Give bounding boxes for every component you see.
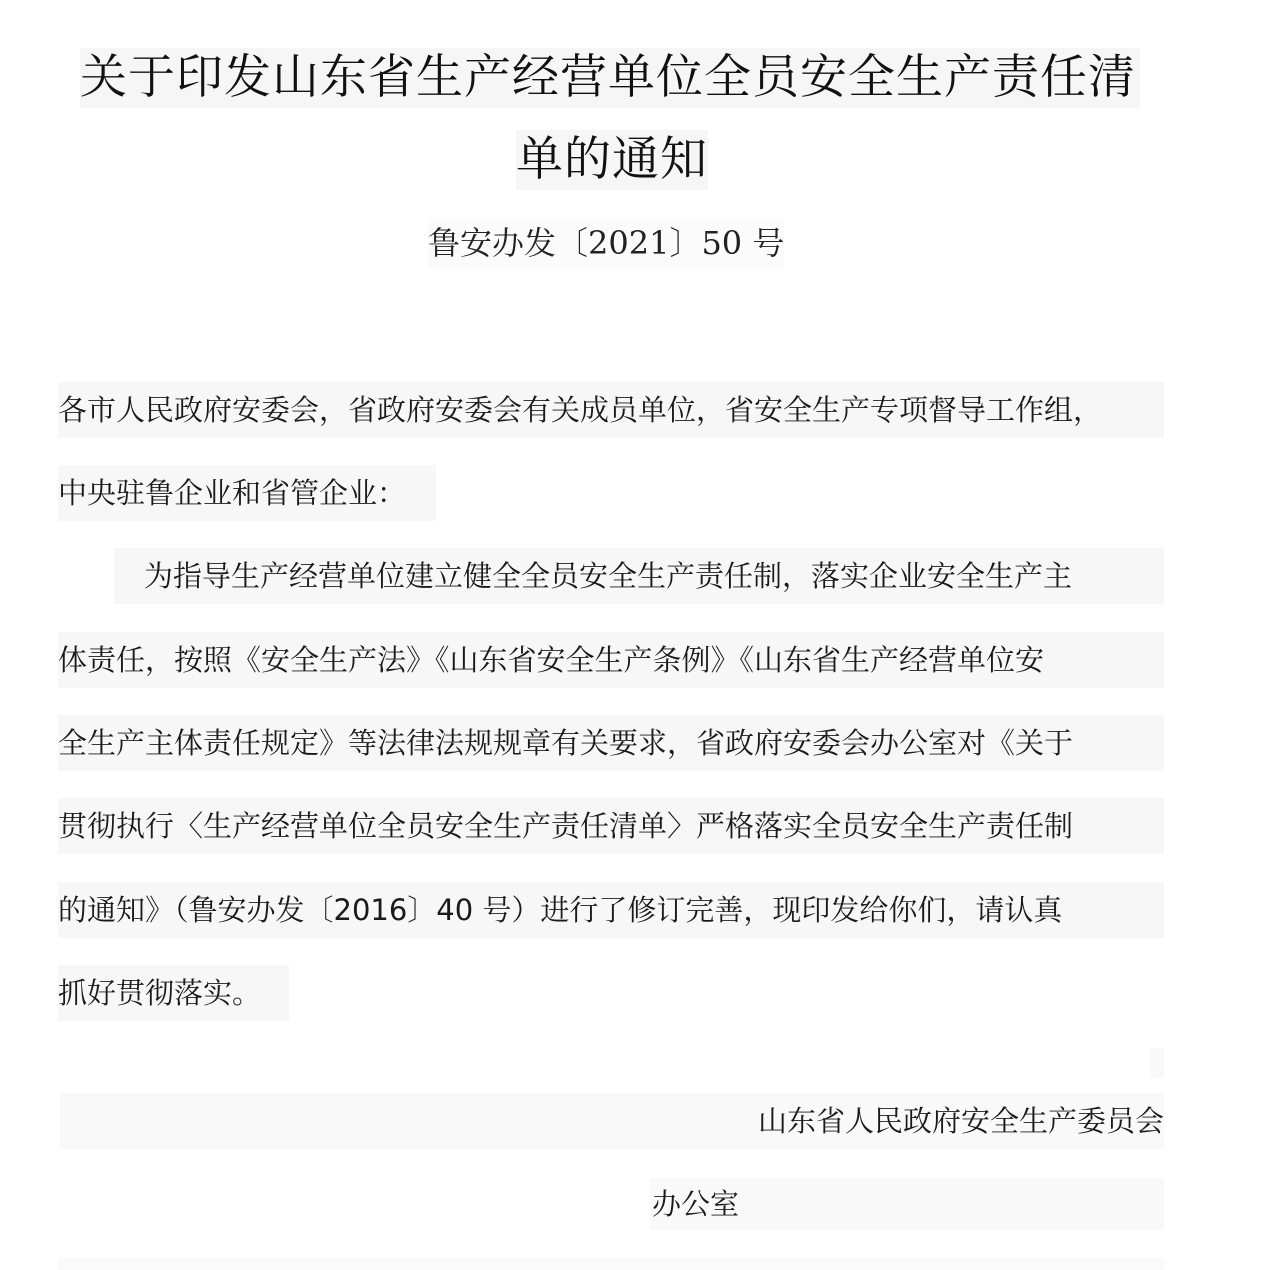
document-number: 鲁安办发〔2021〕50 号 [428,218,784,268]
document-title-line-2: 单的通知 [516,130,708,190]
body-line-4: 贯彻执行〈生产经营单位全员安全生产责任清单〉严格落实全员安全生产责任制 [58,798,1164,854]
body-line-5: 的通知》（鲁安办发〔2016〕40 号）进行了修订完善，现印发给你们，请认真 [58,882,1164,938]
document-title-line-1: 关于印发山东省生产经营单位全员安全生产责任清 [80,48,1140,108]
blank-line-marker [1150,1048,1164,1078]
body-line-2: 体责任，按照《安全生产法》《山东省安全生产条例》《山东省生产经营单位安 [58,632,1164,688]
salutation-line-2: 中央驻鲁企业和省管企业： [58,465,436,521]
signature-office: 办公室 [652,1187,740,1221]
body-line-1: 为指导生产经营单位建立健全全员安全生产责任制，落实企业安全生产主 [114,548,1164,604]
bottom-line-background [58,1258,1164,1270]
body-line-3: 全生产主体责任规定》等法律法规规章有关要求，省政府安委会办公室对《关于 [58,715,1164,771]
signature-organization: 山东省人民政府安全生产委员会 [757,1104,1164,1138]
body-line-6: 抓好贯彻落实。 [58,965,289,1021]
salutation-line-1: 各市人民政府安委会，省政府安委会有关成员单位，省安全生产专项督导工作组， [58,382,1164,438]
